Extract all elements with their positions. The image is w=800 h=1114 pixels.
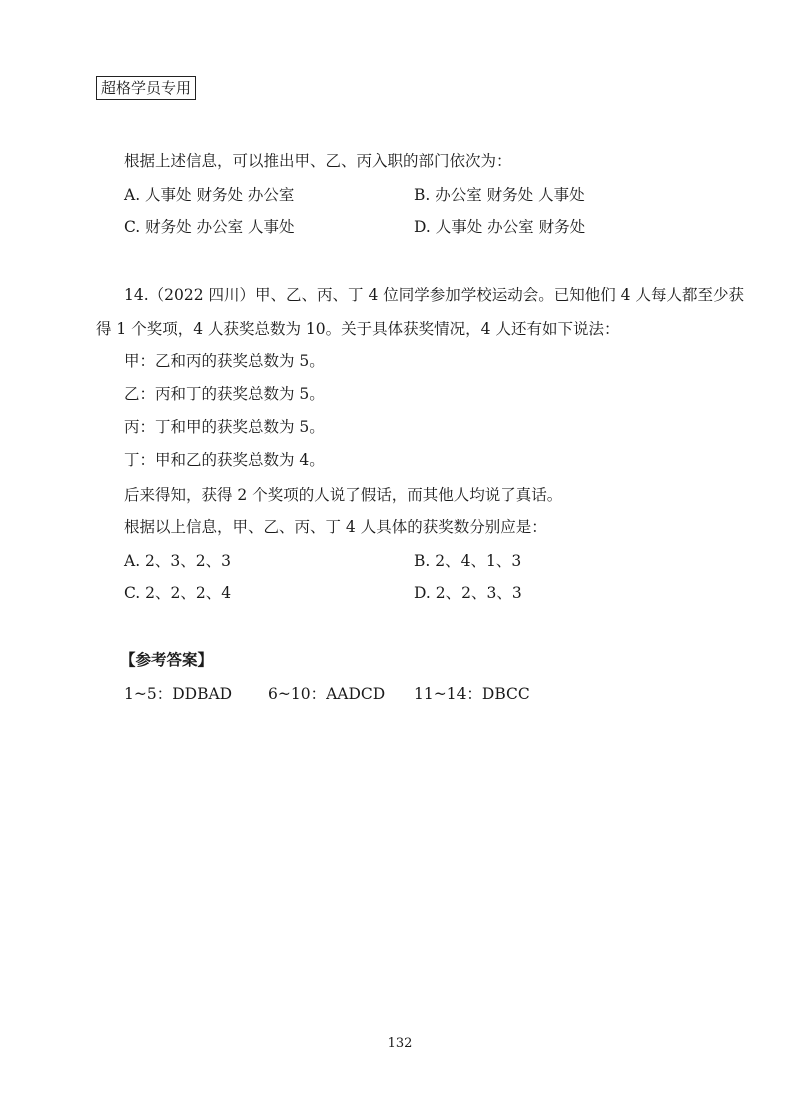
member-only-badge: 超格学员专用 [96, 76, 196, 100]
q13-option-a: A. 人事处 财务处 办公室 [124, 186, 295, 204]
q14-option-d: D. 2、2、3、3 [414, 584, 522, 602]
q14-condition: 后来得知，获得 2 个奖项的人说了假话，而其他人均说了真话。 [124, 486, 563, 504]
q13-option-d: D. 人事处 办公室 财务处 [414, 218, 586, 236]
answers-group-3: 11~14：DBCC [414, 685, 530, 703]
q14-statement: 乙：丙和丁的获奖总数为 5。 [124, 385, 325, 403]
q14-stem-line2: 得 1 个奖项，4 人获奖总数为 10。关于具体获奖情况，4 人还有如下说法： [96, 320, 620, 338]
answers-group-1: 1~5：DDBAD [124, 685, 233, 703]
q14-option-a: A. 2、3、2、3 [124, 552, 231, 570]
q14-statement: 甲：乙和丙的获奖总数为 5。 [124, 352, 325, 370]
q14-statement: 丁：甲和乙的获奖总数为 4。 [124, 451, 325, 469]
q13-option-b: B. 办公室 财务处 人事处 [414, 186, 585, 204]
answers-group-2: 6~10：AADCD [268, 685, 386, 703]
q14-stem-line1: 14.（2022 四川）甲、乙、丙、丁 4 位同学参加学校运动会。已知他们 4 人每人都至少获 [124, 286, 744, 304]
q14-option-c: C. 2、2、2、4 [124, 584, 232, 602]
q14-statement: 丙：丁和甲的获奖总数为 5。 [124, 418, 325, 436]
q13-option-c: C. 财务处 办公室 人事处 [124, 218, 295, 236]
page-number: 132 [387, 1036, 413, 1051]
answers-heading: 【参考答案】 [120, 650, 214, 669]
q14-option-b: B. 2、4、1、3 [414, 552, 522, 570]
q14-question: 根据以上信息，甲、乙、丙、丁 4 人具体的获奖数分别应是： [124, 518, 547, 536]
q13-stem: 根据上述信息，可以推出甲、乙、丙入职的部门依次为： [124, 152, 512, 170]
